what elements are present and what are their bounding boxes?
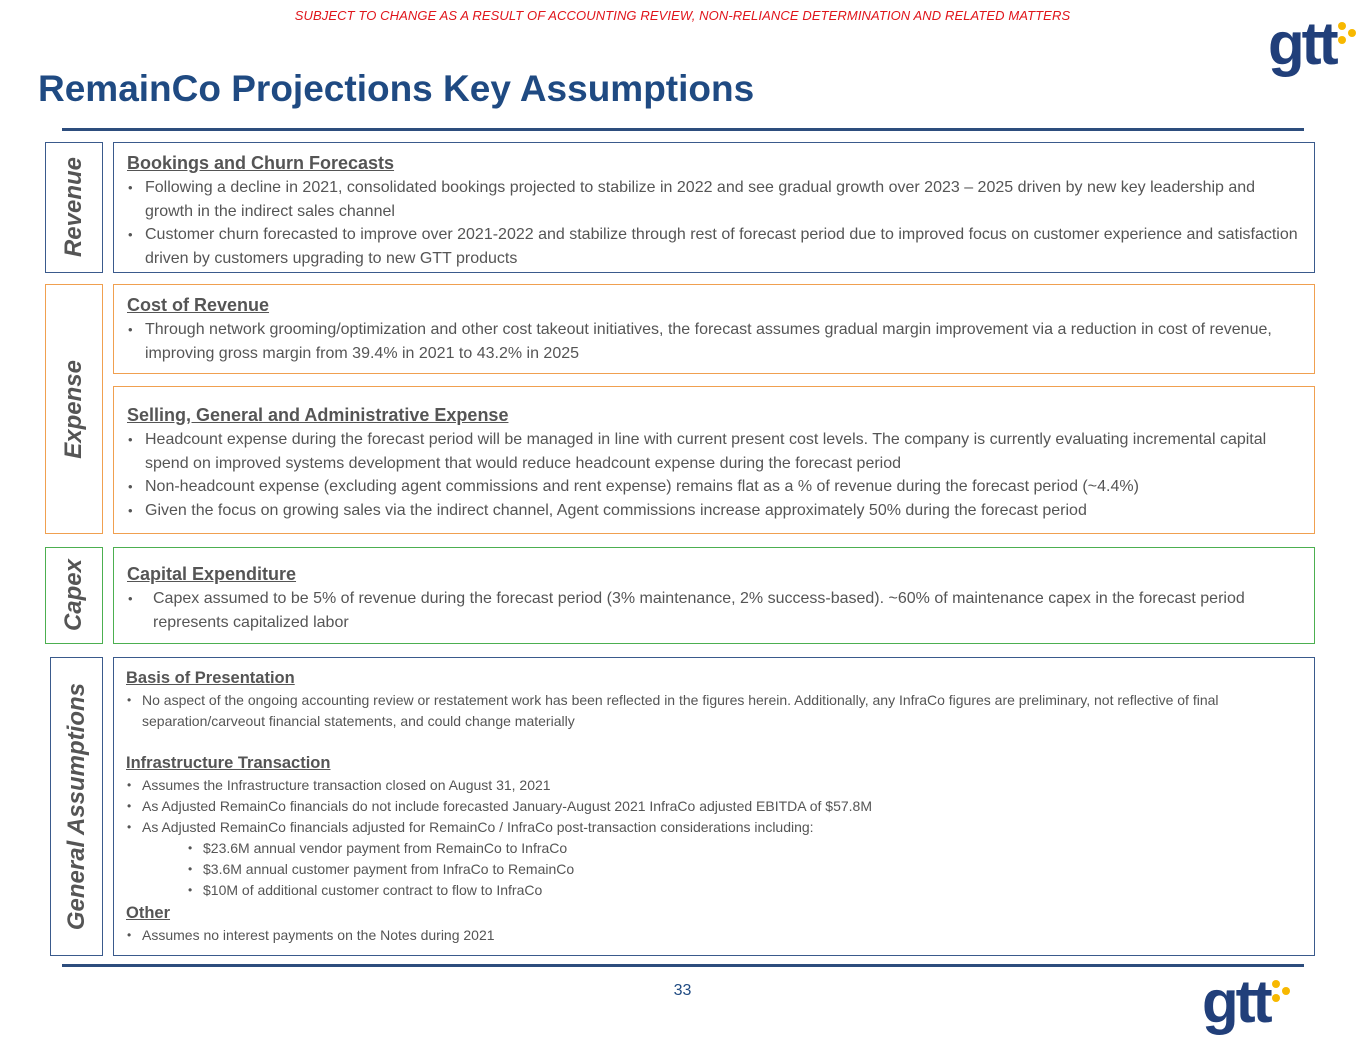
top-divider xyxy=(62,128,1304,131)
revenue-panel xyxy=(113,142,1315,273)
list-item: • $23.6M annual vendor payment from RemainCo to InfraCo xyxy=(187,838,1301,859)
bottom-divider xyxy=(62,964,1304,967)
disclaimer-banner: SUBJECT TO CHANGE AS A RESULT OF ACCOUNTING REVIEW, NON-RELIANCE DETERMINATION AND RELATED MATTERS xyxy=(294,8,1071,23)
logo-dots-icon xyxy=(1272,980,1296,1010)
capex-side-label xyxy=(45,547,103,644)
cost-of-revenue-bullets xyxy=(127,318,1301,365)
sga-panel xyxy=(113,386,1315,534)
list-item: • As Adjusted RemainCo financials do not include forecasted January-August 2021 InfraCo adjusted EBITDA of $57.8M xyxy=(126,796,1301,817)
page-title: RemainCo Projections Key Assumptions xyxy=(38,68,755,109)
list-item: • Given the focus on growing sales via the indirect channel, Agent commissions increase approximately 50% during the forecast period xyxy=(127,499,1301,523)
list-item: • Non-headcount expense (excluding agent commissions and rent expense) remains flat as a % of revenue during the forecast period (~4.4%) xyxy=(127,475,1301,499)
page-number: 33 xyxy=(673,982,692,999)
list-item: • As Adjusted RemainCo financials adjusted for RemainCo / InfraCo post-transaction considerations including: xyxy=(126,817,1301,838)
list-item: • Following a decline in 2021, consolidated bookings projected to stabilize in 2022 and see gradual growth over 2023 – 2025 driven by new key leadership and growth in the indirect sales channel xyxy=(127,176,1301,223)
other-heading: Other xyxy=(126,904,171,922)
infrastructure-bullets xyxy=(126,775,1301,901)
cost-of-revenue-heading: Cost of Revenue xyxy=(127,295,270,315)
list-item: • $10M of additional customer contract to flow to InfraCo xyxy=(187,880,1301,901)
cost-of-revenue-panel xyxy=(113,284,1315,374)
revenue-heading: Bookings and Churn Forecasts xyxy=(127,153,395,173)
basis-bullets xyxy=(126,690,1301,732)
sga-heading: Selling, General and Administrative Expense xyxy=(127,405,509,425)
logo-dots-icon xyxy=(1338,22,1362,52)
general-label: General Assumptions xyxy=(62,682,90,931)
basis-heading: Basis of Presentation xyxy=(126,669,295,687)
list-item: • Through network grooming/optimization and other cost takeout initiatives, the forecast assumes gradual margin improvement via a reduction in cost of revenue, improving gross margin from 39.4% in 2021 to 43.2% in 2025 xyxy=(127,318,1301,365)
capex-heading: Capital Expenditure xyxy=(127,564,297,584)
list-item: • Capex assumed to be 5% of revenue during the forecast period (3% maintenance, 2% success-based). ~60% of maintenance capex in the forecast period represents capitalized labor xyxy=(127,587,1301,634)
expense-label: Expense xyxy=(60,359,87,459)
list-item: • Customer churn forecasted to improve over 2021-2022 and stabilize through rest of forecast period due to improved focus on customer experience and satisfaction driven by customers upgrading to new GTT products xyxy=(127,223,1301,270)
general-assumptions-panel xyxy=(113,657,1315,956)
capex-label: Capex xyxy=(60,559,87,632)
capex-panel xyxy=(113,547,1315,644)
revenue-side-label xyxy=(45,142,103,273)
other-bullets xyxy=(126,925,1301,946)
general-side-label xyxy=(50,657,103,956)
infrastructure-heading: Infrastructure Transaction xyxy=(126,754,331,772)
list-item: • $3.6M annual customer payment from InfraCo to RemainCo xyxy=(187,859,1301,880)
list-item: • Assumes no interest payments on the Notes during 2021 xyxy=(126,925,1301,946)
gtt-logo-top xyxy=(1268,10,1362,77)
list-item: • Assumes the Infrastructure transaction closed on August 31, 2021 xyxy=(126,775,1301,796)
sga-bullets xyxy=(127,428,1301,522)
logo-wordmark: gtt xyxy=(1202,968,1270,1035)
revenue-label: Revenue xyxy=(60,157,87,258)
logo-wordmark: gtt xyxy=(1268,10,1336,77)
revenue-bullets xyxy=(127,176,1301,270)
list-item: • Headcount expense during the forecast period will be managed in line with current present cost levels. The company is currently evaluating incremental capital spend on improved systems development that would reduce headcount expense during the forecast period xyxy=(127,428,1301,475)
list-item: • No aspect of the ongoing accounting review or restatement work has been reflected in the figures herein. Additionally, any InfraCo figures are preliminary, not reflective of final separation/carveout financial statements, and could change materially xyxy=(126,690,1301,732)
capex-bullets xyxy=(127,587,1301,634)
gtt-logo-bottom xyxy=(1202,968,1296,1035)
expense-side-label xyxy=(45,284,103,534)
